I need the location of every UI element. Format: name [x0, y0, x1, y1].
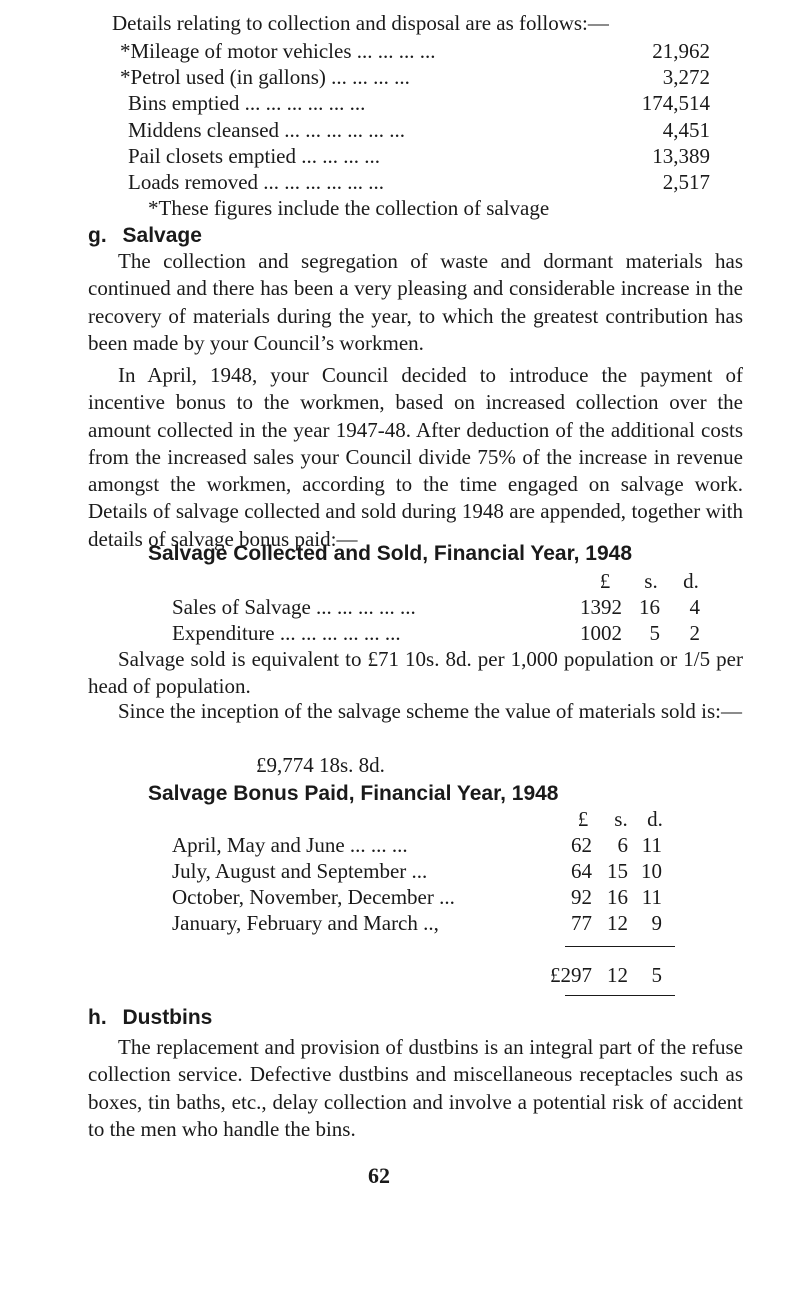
collection-footnote: *These figures include the collection of salvage	[148, 196, 550, 220]
salvage-row-shillings: 5	[649, 621, 660, 645]
bonus-row-pounds: 64	[571, 859, 592, 883]
collection-row-value: 174,514	[641, 91, 710, 115]
section-title: Dustbins	[122, 1006, 213, 1029]
sum-rule	[565, 946, 675, 947]
bonus-row-shillings: 12	[607, 911, 628, 935]
collection-row-label: Loads removed ... ... ... ... ... ...	[128, 170, 385, 194]
section-g-heading	[88, 222, 202, 249]
paragraph-dustbins: The replacement and provision of dustbins is an integral part of the refuse collection service. Defective dustbins and miscellaneous receptacles such as boxes, tin baths, etc., delay collection and involve a potential risk of accident to the men who handle the bins.	[88, 1035, 743, 1141]
bonus-row-label: July, August and September ...	[172, 859, 428, 883]
bonus-table-title: Salvage Bonus Paid, Financial Year, 1948	[148, 782, 559, 805]
section-h-heading	[88, 1004, 212, 1031]
bonus-row-pence: 10	[641, 859, 662, 883]
collection-row-value: 13,389	[652, 144, 710, 168]
intro-text: Details relating to collection and disposal are as follows:—	[112, 11, 609, 35]
collection-row-label: Middens cleansed ... ... ... ... ... ...	[128, 118, 406, 142]
bonus-row-shillings: 6	[617, 833, 628, 857]
bonus-total-pence: 5	[651, 963, 662, 987]
collection-row-value: 3,272	[662, 65, 710, 89]
bonus-row-shillings: 16	[607, 885, 628, 909]
paragraph-salvage-collection: The collection and segregation of waste and dormant materials has continued and there has been a very pleasing and considerable increase in the recovery of materials during the year, to which the greatest contribution has been made by your Council’s workmen.	[88, 249, 743, 355]
bonus-row-pounds: 77	[571, 911, 592, 935]
collection-row-label: Pail closets emptied ... ... ... ...	[128, 144, 380, 168]
bonus-total-shillings: 12	[607, 963, 628, 987]
total-underline	[565, 995, 675, 996]
collection-row-label: *Petrol used (in gallons) ... ... ... ...	[120, 65, 410, 89]
header-shillings: s.	[644, 569, 658, 593]
total-value-sold: £9,774 18s. 8d.	[256, 753, 385, 777]
bonus-row-label: October, November, December ...	[172, 885, 455, 909]
header-shillings: s.	[614, 807, 628, 831]
header-pence: d.	[647, 807, 663, 831]
paragraph-equivalent: Salvage sold is equivalent to £71 10s. 8d. per 1,000 population or 1/5 per head of population.	[88, 647, 743, 699]
bonus-total-pounds: £297	[550, 963, 592, 987]
salvage-row-label: Expenditure ... ... ... ... ... ...	[172, 621, 401, 645]
section-letter: g.	[88, 224, 107, 247]
paragraph-since-inception: Since the inception of the salvage scheme the value of materials sold is:—	[118, 699, 742, 723]
salvage-row-label: Sales of Salvage ... ... ... ... ...	[172, 595, 416, 619]
collection-row-label: *Mileage of motor vehicles ... ... ... ...	[120, 39, 436, 63]
header-pounds: £	[599, 569, 611, 593]
section-title: Salvage	[122, 224, 202, 247]
salvage-table-title: Salvage Collected and Sold, Financial Year, 1948	[148, 542, 632, 565]
collection-row-label: Bins emptied ... ... ... ... ... ...	[128, 91, 366, 115]
bonus-row-pence: 11	[641, 885, 662, 909]
bonus-row-pence: 9	[651, 911, 662, 935]
collection-row-value: 2,517	[662, 170, 710, 194]
page-number: 62	[368, 1163, 390, 1188]
salvage-row-pence: 2	[689, 621, 700, 645]
salvage-row-shillings: 16	[639, 595, 660, 619]
bonus-row-label: April, May and June ... ... ...	[172, 833, 408, 857]
header-pounds: £	[577, 807, 589, 831]
collection-row-value: 21,962	[652, 39, 710, 63]
bonus-row-label: January, February and March ..,	[172, 911, 439, 935]
collection-row-value: 4,451	[662, 118, 710, 142]
section-letter: h.	[88, 1006, 107, 1029]
salvage-row-pounds: 1392	[580, 595, 622, 619]
header-pence: d.	[683, 569, 699, 593]
bonus-row-pounds: 92	[571, 885, 592, 909]
salvage-row-pence: 4	[689, 595, 700, 619]
bonus-row-pounds: 62	[571, 833, 592, 857]
bonus-row-pence: 11	[641, 833, 662, 857]
salvage-row-pounds: 1002	[580, 621, 622, 645]
bonus-row-shillings: 15	[607, 859, 628, 883]
paragraph-incentive-bonus: In April, 1948, your Council decided to introduce the payment of incentive bonus to the workmen, based on increased collection over the amount collected in the year 1947-48. After deduction of the additional costs from the increased sales your Council divide 75% of the increase in revenue amongst the workmen, according to the time engaged on salvage work. Details of salvage collected and sold during 1948 are appended, together with details of salvage bonus paid:—	[88, 363, 743, 551]
